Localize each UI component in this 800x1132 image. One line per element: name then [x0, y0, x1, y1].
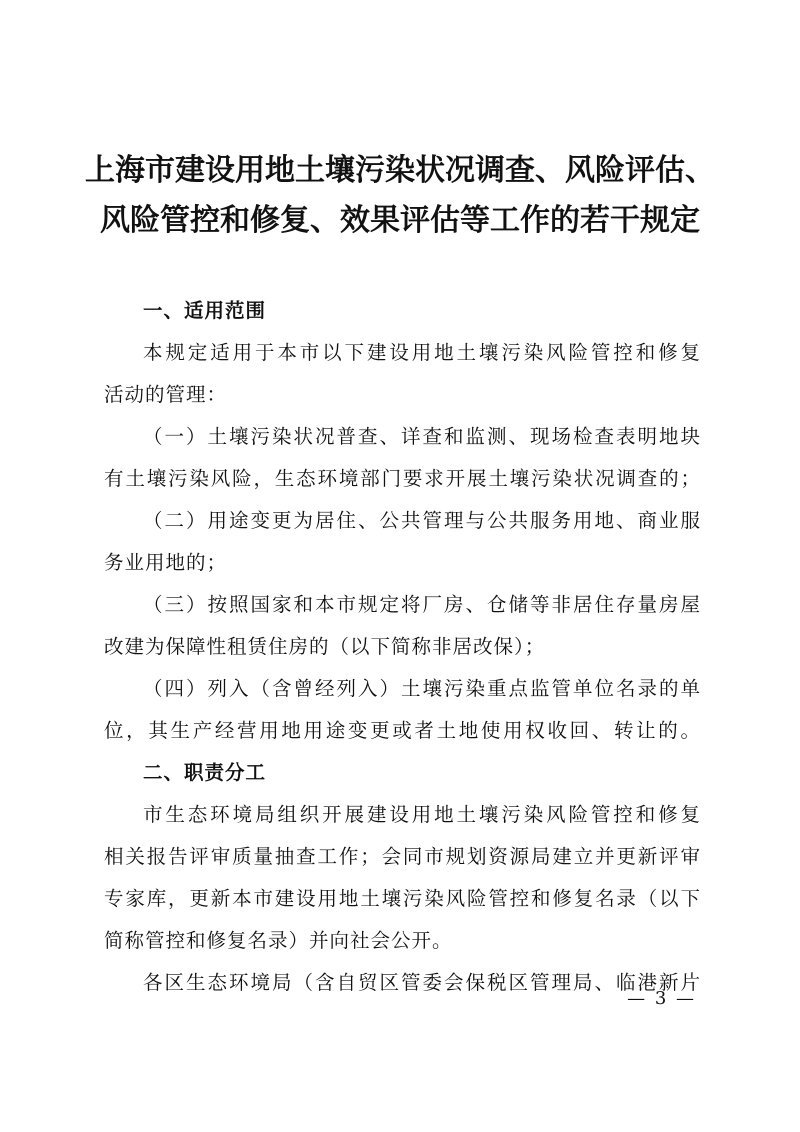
title-line: 风险管控和修复、效果评估等工作的若干规定 — [100, 203, 700, 238]
paragraph-line: 务业用地的； — [104, 551, 228, 574]
section-heading: 二、职责分工 — [143, 761, 267, 784]
section-heading: 一、适用范围 — [143, 299, 267, 322]
paragraph-line: 各区生态环境局（含自贸区管委会保税区管理局、临港新片 — [143, 971, 700, 994]
document-body — [104, 290, 700, 1004]
paragraph-line: 专家库，更新本市建设用地土壤污染风险管控和修复名录（以下 — [104, 887, 700, 910]
paragraph-line: （一）土壤污染状况普查、详查和监测、现场检查表明地块 — [143, 425, 700, 448]
paragraph-line: 简称管控和修复名录）并向社会公开。 — [104, 929, 453, 952]
paragraph-line: 市生态环境局组织开展建设用地土壤污染风险管控和修复 — [143, 803, 700, 826]
paragraph-line: 本规定适用于本市以下建设用地土壤污染风险管控和修复 — [143, 341, 700, 364]
page-number: — 3 — — [627, 988, 696, 1009]
paragraph-line: 有土壤污染风险，生态环境部门要求开展土壤污染状况调查的； — [104, 467, 700, 490]
paragraph-line: 位，其生产经营用地用途变更或者土地使用权收回、转让的。 — [104, 719, 700, 742]
document-title — [60, 146, 740, 246]
paragraph-line: （二）用途变更为居住、公共管理与公共服务用地、商业服 — [143, 509, 700, 532]
title-line: 上海市建设用地土壤污染状况调查、风险评估、 — [85, 153, 715, 188]
paragraph-line: （三）按照国家和本市规定将厂房、仓储等非居住存量房屋 — [143, 593, 700, 616]
paragraph-line: 相关报告评审质量抽查工作；会同市规划资源局建立并更新评审 — [104, 845, 700, 868]
paragraph-line: 改建为保障性租赁住房的（以下简称非居改保）； — [104, 635, 546, 658]
paragraph-line: 活动的管理： — [104, 383, 228, 406]
paragraph-line: （四）列入（含曾经列入）土壤污染重点监管单位名录的单 — [143, 677, 700, 700]
